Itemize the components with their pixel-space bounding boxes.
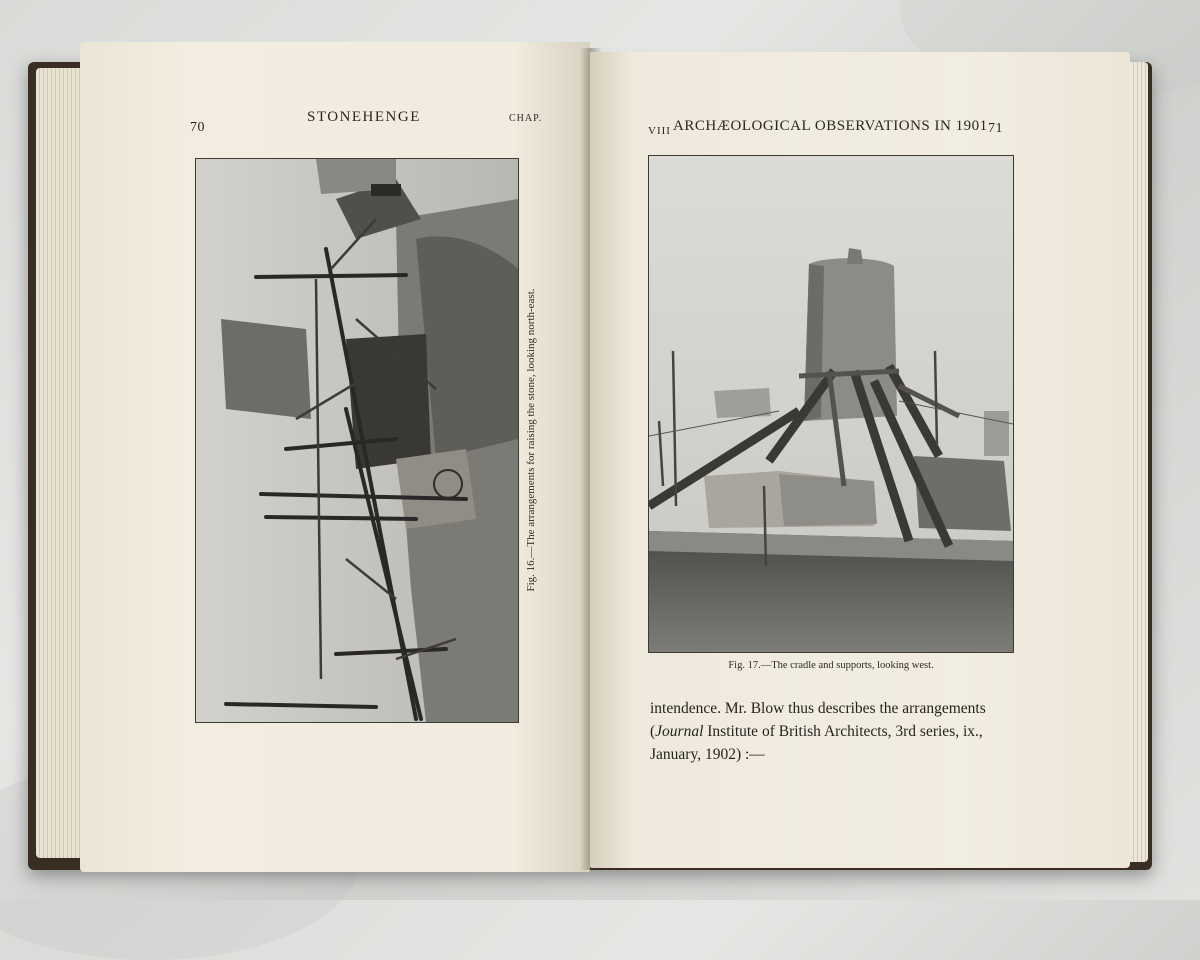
body-text	[650, 697, 1030, 766]
body-line-2	[650, 720, 1030, 743]
figure-17-caption: Fig. 17.—The cradle and supports, looking west.	[728, 660, 934, 671]
body-line-3: January, 1902) :—	[650, 746, 765, 763]
right-page-number: 71	[988, 121, 1003, 136]
figure-16-caption: Fig. 16.—The arrangements for raising the stone, looking north-east.	[525, 288, 537, 592]
body-text-span: (	[650, 723, 656, 740]
left-chapter-label: CHAP.	[509, 113, 543, 124]
figure-16-photo	[195, 158, 519, 723]
body-text-span: Institute of British Architects, 3rd series, ix.,	[703, 723, 983, 740]
journal-italic: Journal	[655, 723, 704, 740]
right-running-head: ARCHÆOLOGICAL OBSERVATIONS IN 1901	[673, 118, 988, 134]
figure-17-photo	[648, 155, 1014, 653]
right-chapter-numeral: VIII	[648, 125, 671, 137]
left-page-number: 70	[190, 120, 205, 135]
body-line-1: intendence. Mr. Blow thus describes the arrangements	[650, 700, 986, 717]
left-running-head: STONEHENGE	[307, 109, 421, 125]
